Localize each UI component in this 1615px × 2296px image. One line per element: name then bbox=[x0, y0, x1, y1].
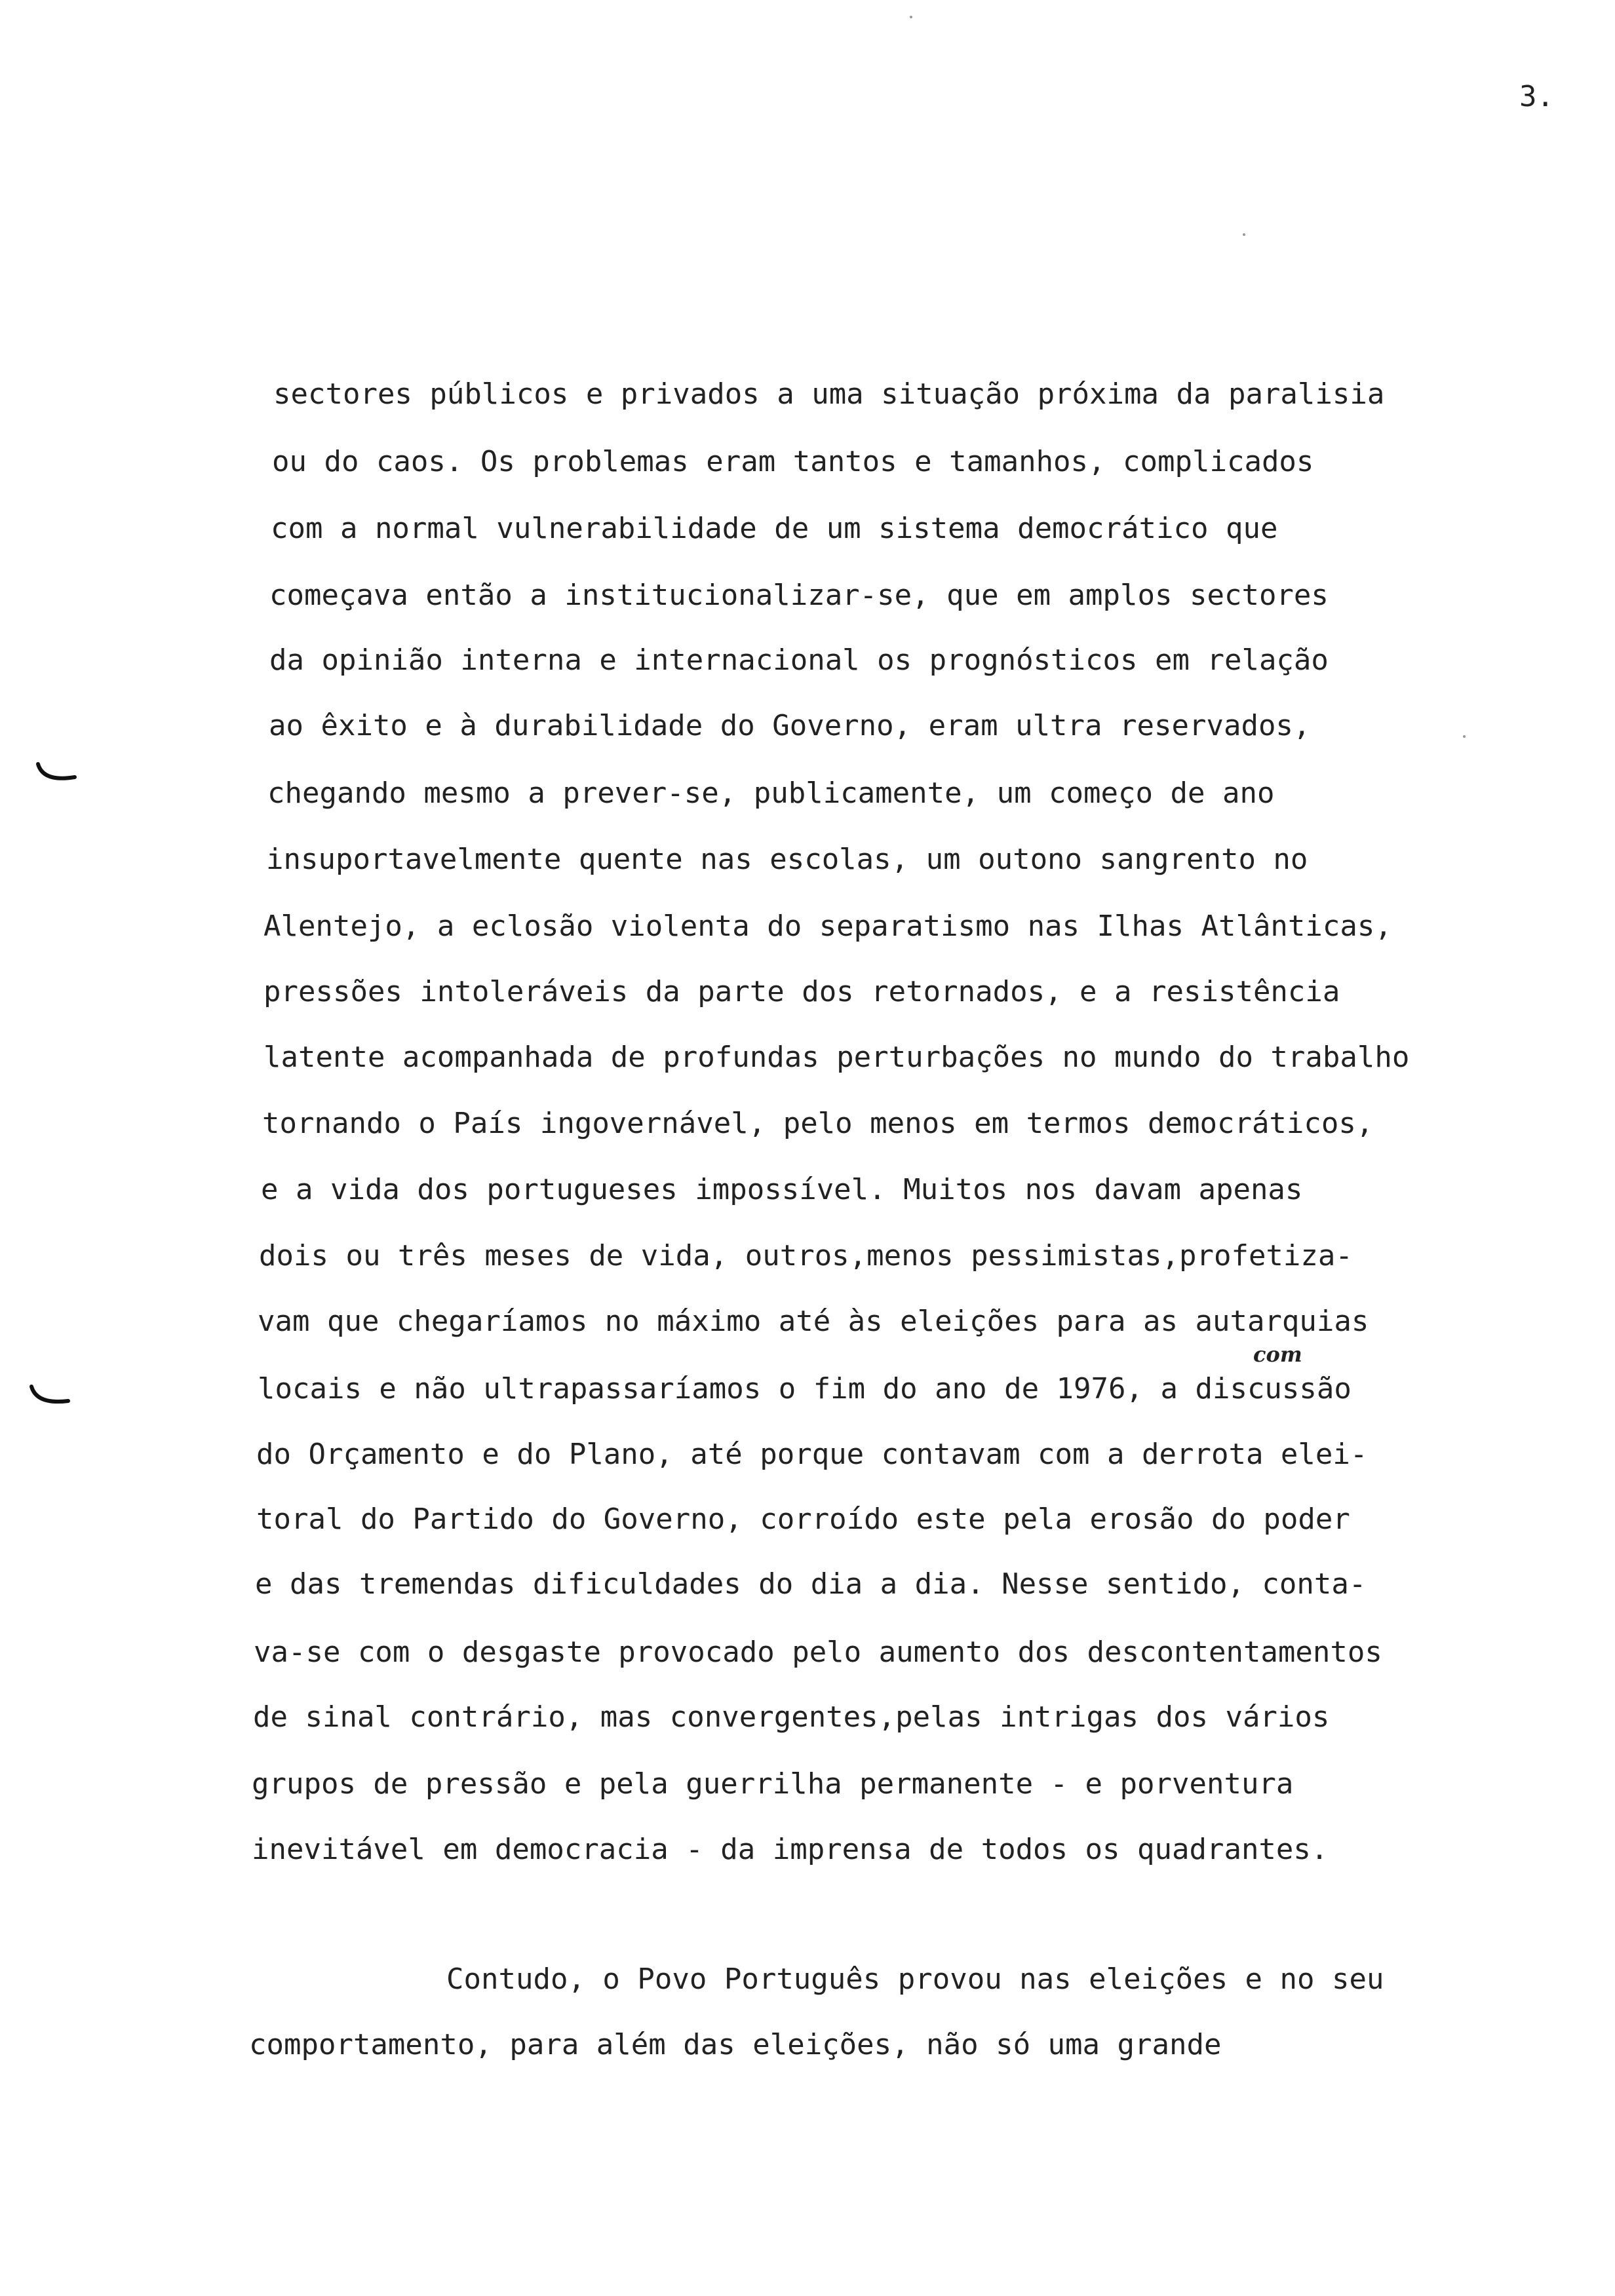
margin-mark-2 bbox=[28, 1383, 73, 1415]
handwritten-correction: com bbox=[1253, 1342, 1302, 1367]
text-line: pressões intoleráveis da parte dos retornados, e a resistência bbox=[263, 975, 1340, 1008]
text-line: de sinal contrário, mas convergentes,pelas intrigas dos vários bbox=[253, 1700, 1330, 1734]
text-line: Contudo, o Povo Português provou nas eleições e no seu bbox=[446, 1962, 1384, 1996]
page-number: 3. bbox=[1519, 80, 1554, 113]
text-line: inevitável em democracia - da imprensa de todos os quadrantes. bbox=[252, 1833, 1329, 1866]
text-line: sectores públicos e privados a uma situação próxima da paralisia bbox=[273, 377, 1385, 411]
text-line: comportamento, para além das eleições, não só uma grande bbox=[249, 2028, 1222, 2061]
text-line: começava então a institucionalizar-se, que em amplos sectores bbox=[269, 579, 1329, 612]
scan-speck bbox=[910, 16, 912, 18]
text-line: do Orçamento e do Plano, até porque contavam com a derrota elei- bbox=[256, 1438, 1368, 1471]
text-line: e a vida dos portugueses impossível. Muitos nos davam apenas bbox=[261, 1173, 1303, 1206]
text-line: locais e não ultrapassaríamos o fim do ano de 1976, a discussão bbox=[258, 1372, 1352, 1406]
scan-speck bbox=[1243, 233, 1245, 236]
text-line: insuportavelmente quente nas escolas, um outono sangrento no bbox=[266, 843, 1308, 876]
text-line: com a normal vulnerabilidade de um sistema democrático que bbox=[271, 512, 1278, 545]
text-line: latente acompanhada de profundas perturbações no mundo do trabalho bbox=[263, 1041, 1410, 1074]
text-line: grupos de pressão e pela guerrilha permanente - e porventura bbox=[252, 1767, 1294, 1801]
text-line: ao êxito e à durabilidade do Governo, eram ultra reservados, bbox=[269, 709, 1311, 742]
text-line: va-se com o desgaste provocado pelo aumento dos descontentamentos bbox=[254, 1636, 1382, 1669]
text-line: ou do caos. Os problemas eram tantos e tamanhos, complicados bbox=[272, 445, 1314, 478]
text-line: toral do Partido do Governo, corroído este pela erosão do poder bbox=[256, 1502, 1350, 1536]
text-line: e das tremendas dificuldades do dia a dia. Nesse sentido, conta- bbox=[255, 1567, 1367, 1601]
text-line: vam que chegaríamos no máximo até às eleições para as autarquias bbox=[258, 1305, 1369, 1338]
text-line: dois ou três meses de vida, outros,menos pessimistas,profetiza- bbox=[259, 1239, 1353, 1272]
text-line: tornando o País ingovernável, pelo menos em termos democráticos, bbox=[262, 1107, 1374, 1140]
scan-speck bbox=[1463, 735, 1466, 738]
text-line: Alentejo, a eclosão violenta do separatismo nas Ilhas Atlânticas, bbox=[263, 909, 1392, 943]
text-line: da opinião interna e internacional os prognósticos em relação bbox=[269, 643, 1329, 677]
text-line: chegando mesmo a prever-se, publicamente, um começo de ano bbox=[267, 776, 1275, 810]
margin-mark-1 bbox=[34, 760, 80, 793]
